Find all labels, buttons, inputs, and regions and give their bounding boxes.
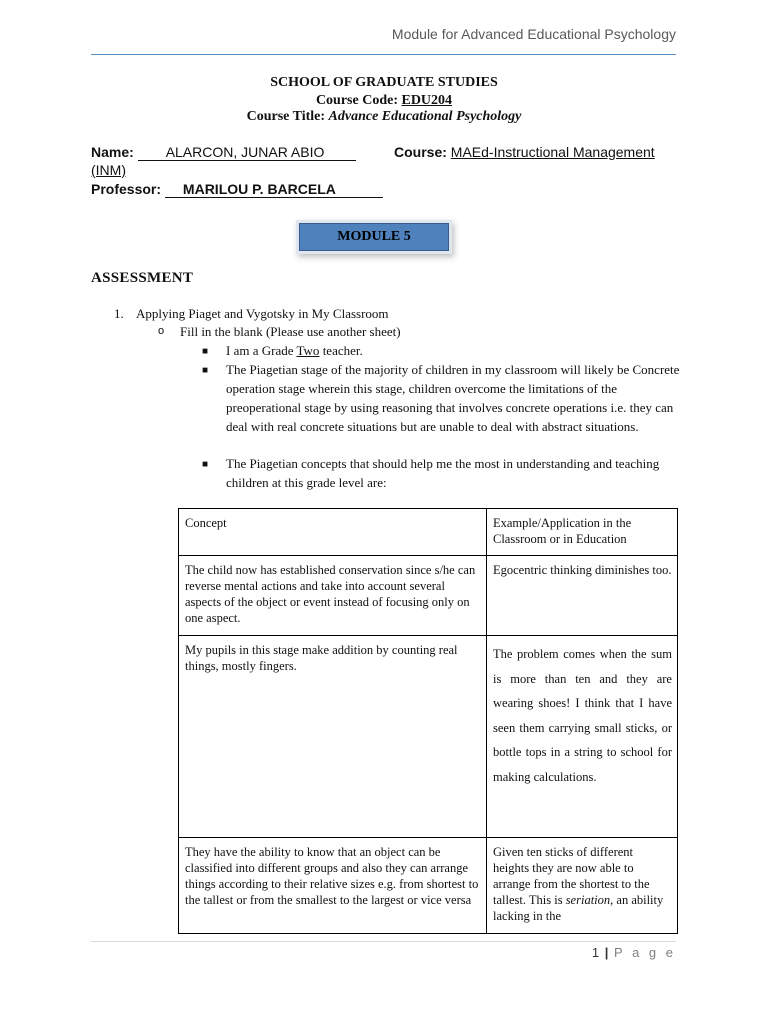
- module-badge: MODULE 5: [299, 223, 449, 251]
- list-item-1: Applying Piaget and Vygotsky in My Classroom: [136, 306, 389, 321]
- course-code-line: [0, 93, 768, 109]
- course-code: EDU204: [401, 93, 453, 108]
- footer-divider: [91, 941, 676, 942]
- seriation-term: seriation: [565, 893, 611, 907]
- section-heading: ASSESSMENT: [91, 270, 194, 286]
- sub-item-1: Fill in the blank (Please use another sheet): [180, 324, 401, 339]
- course-label: Course:: [394, 144, 447, 160]
- concepts-table: [178, 508, 678, 934]
- course-value: MAEd-Instructional Management: [450, 144, 655, 160]
- table-header-example: Example/Application in the Classroom or in Education: [487, 509, 678, 556]
- page-number: 1: [591, 945, 601, 960]
- page-footer: [592, 945, 676, 960]
- sub-bullet-icon: o: [158, 325, 165, 337]
- name-row: [91, 144, 356, 161]
- square-bullet-icon: ■: [202, 346, 209, 357]
- grade-value: Two: [296, 343, 320, 358]
- bullet-grade: [226, 341, 363, 360]
- table-row: [179, 636, 678, 838]
- school-title: SCHOOL OF GRADUATE STUDIES: [270, 75, 498, 90]
- page-separator: |: [604, 945, 610, 960]
- table-header-concept: Concept: [179, 509, 487, 556]
- course-title: Advance Educational Psychology: [328, 109, 522, 124]
- table-row: [179, 838, 678, 934]
- table-cell-concept: My pupils in this stage make addition by counting real things, mostly fingers.: [179, 636, 487, 838]
- table-cell-example-text: Given ten sticks of different heights they are now able to arrange from the shortest to the tallest. This is: [493, 845, 650, 907]
- professor-value: MARILOU P. BARCELA: [165, 181, 383, 198]
- list-item-1-number: 1.: [114, 306, 124, 321]
- running-header: Module for Advanced Educational Psychology: [391, 26, 676, 42]
- bullet-grade-prefix: I am a Grade: [226, 343, 294, 358]
- bullet-grade-suffix: teacher.: [322, 343, 363, 358]
- bullet-piagetian-stage: The Piagetian stage of the majority of children in my classroom will likely be Concrete operation stage wherein this stage, children overcome the limitations of the preoperational stage by using reasoning that involves concrete operations i.e. they can deal with real concrete situations but are unable to deal with abstract situations.: [226, 362, 680, 434]
- course-title-line: [0, 109, 768, 125]
- course-value-continued: (INM): [91, 162, 126, 178]
- table-cell-example: [487, 838, 678, 934]
- table-row: [179, 556, 678, 636]
- square-bullet-icon: ■: [202, 365, 209, 376]
- bullet-piagetian-concepts: The Piagetian concepts that should help me the most in understanding and teaching children at this grade level are:: [226, 456, 660, 490]
- course-code-label: Course Code:: [315, 93, 398, 108]
- course-row: [394, 144, 655, 160]
- professor-row: [91, 181, 383, 198]
- header-divider: [91, 54, 676, 55]
- table-header-row: [179, 509, 678, 556]
- table-cell-example-tail: , an ability lacking in the: [493, 893, 664, 923]
- page-label: P a g e: [614, 945, 676, 960]
- name-label: Name:: [91, 144, 134, 160]
- table-cell-concept: The child now has established conservation since s/he can reverse mental actions and take into account several aspects of the object or event instead of focusing only on one aspect.: [179, 556, 487, 636]
- professor-label: Professor:: [91, 181, 162, 197]
- name-value: ALARCON, JUNAR ABIO: [138, 144, 356, 161]
- square-bullet-icon: ■: [202, 459, 209, 470]
- table-cell-concept: They have the ability to know that an object can be classified into different groups and also they can arrange things according to their relative sizes e.g. from shortest to the tallest or from the smallest to the largest or vice versa: [179, 838, 487, 934]
- table-cell-example: The problem comes when the sum is more than ten and they are wearing shoes! I think that I have seen them carrying small sticks, or bottle tops in a string to school for making calculations.: [487, 636, 678, 838]
- table-cell-example: Egocentric thinking diminishes too.: [487, 556, 678, 636]
- course-title-label: Course Title:: [246, 109, 326, 124]
